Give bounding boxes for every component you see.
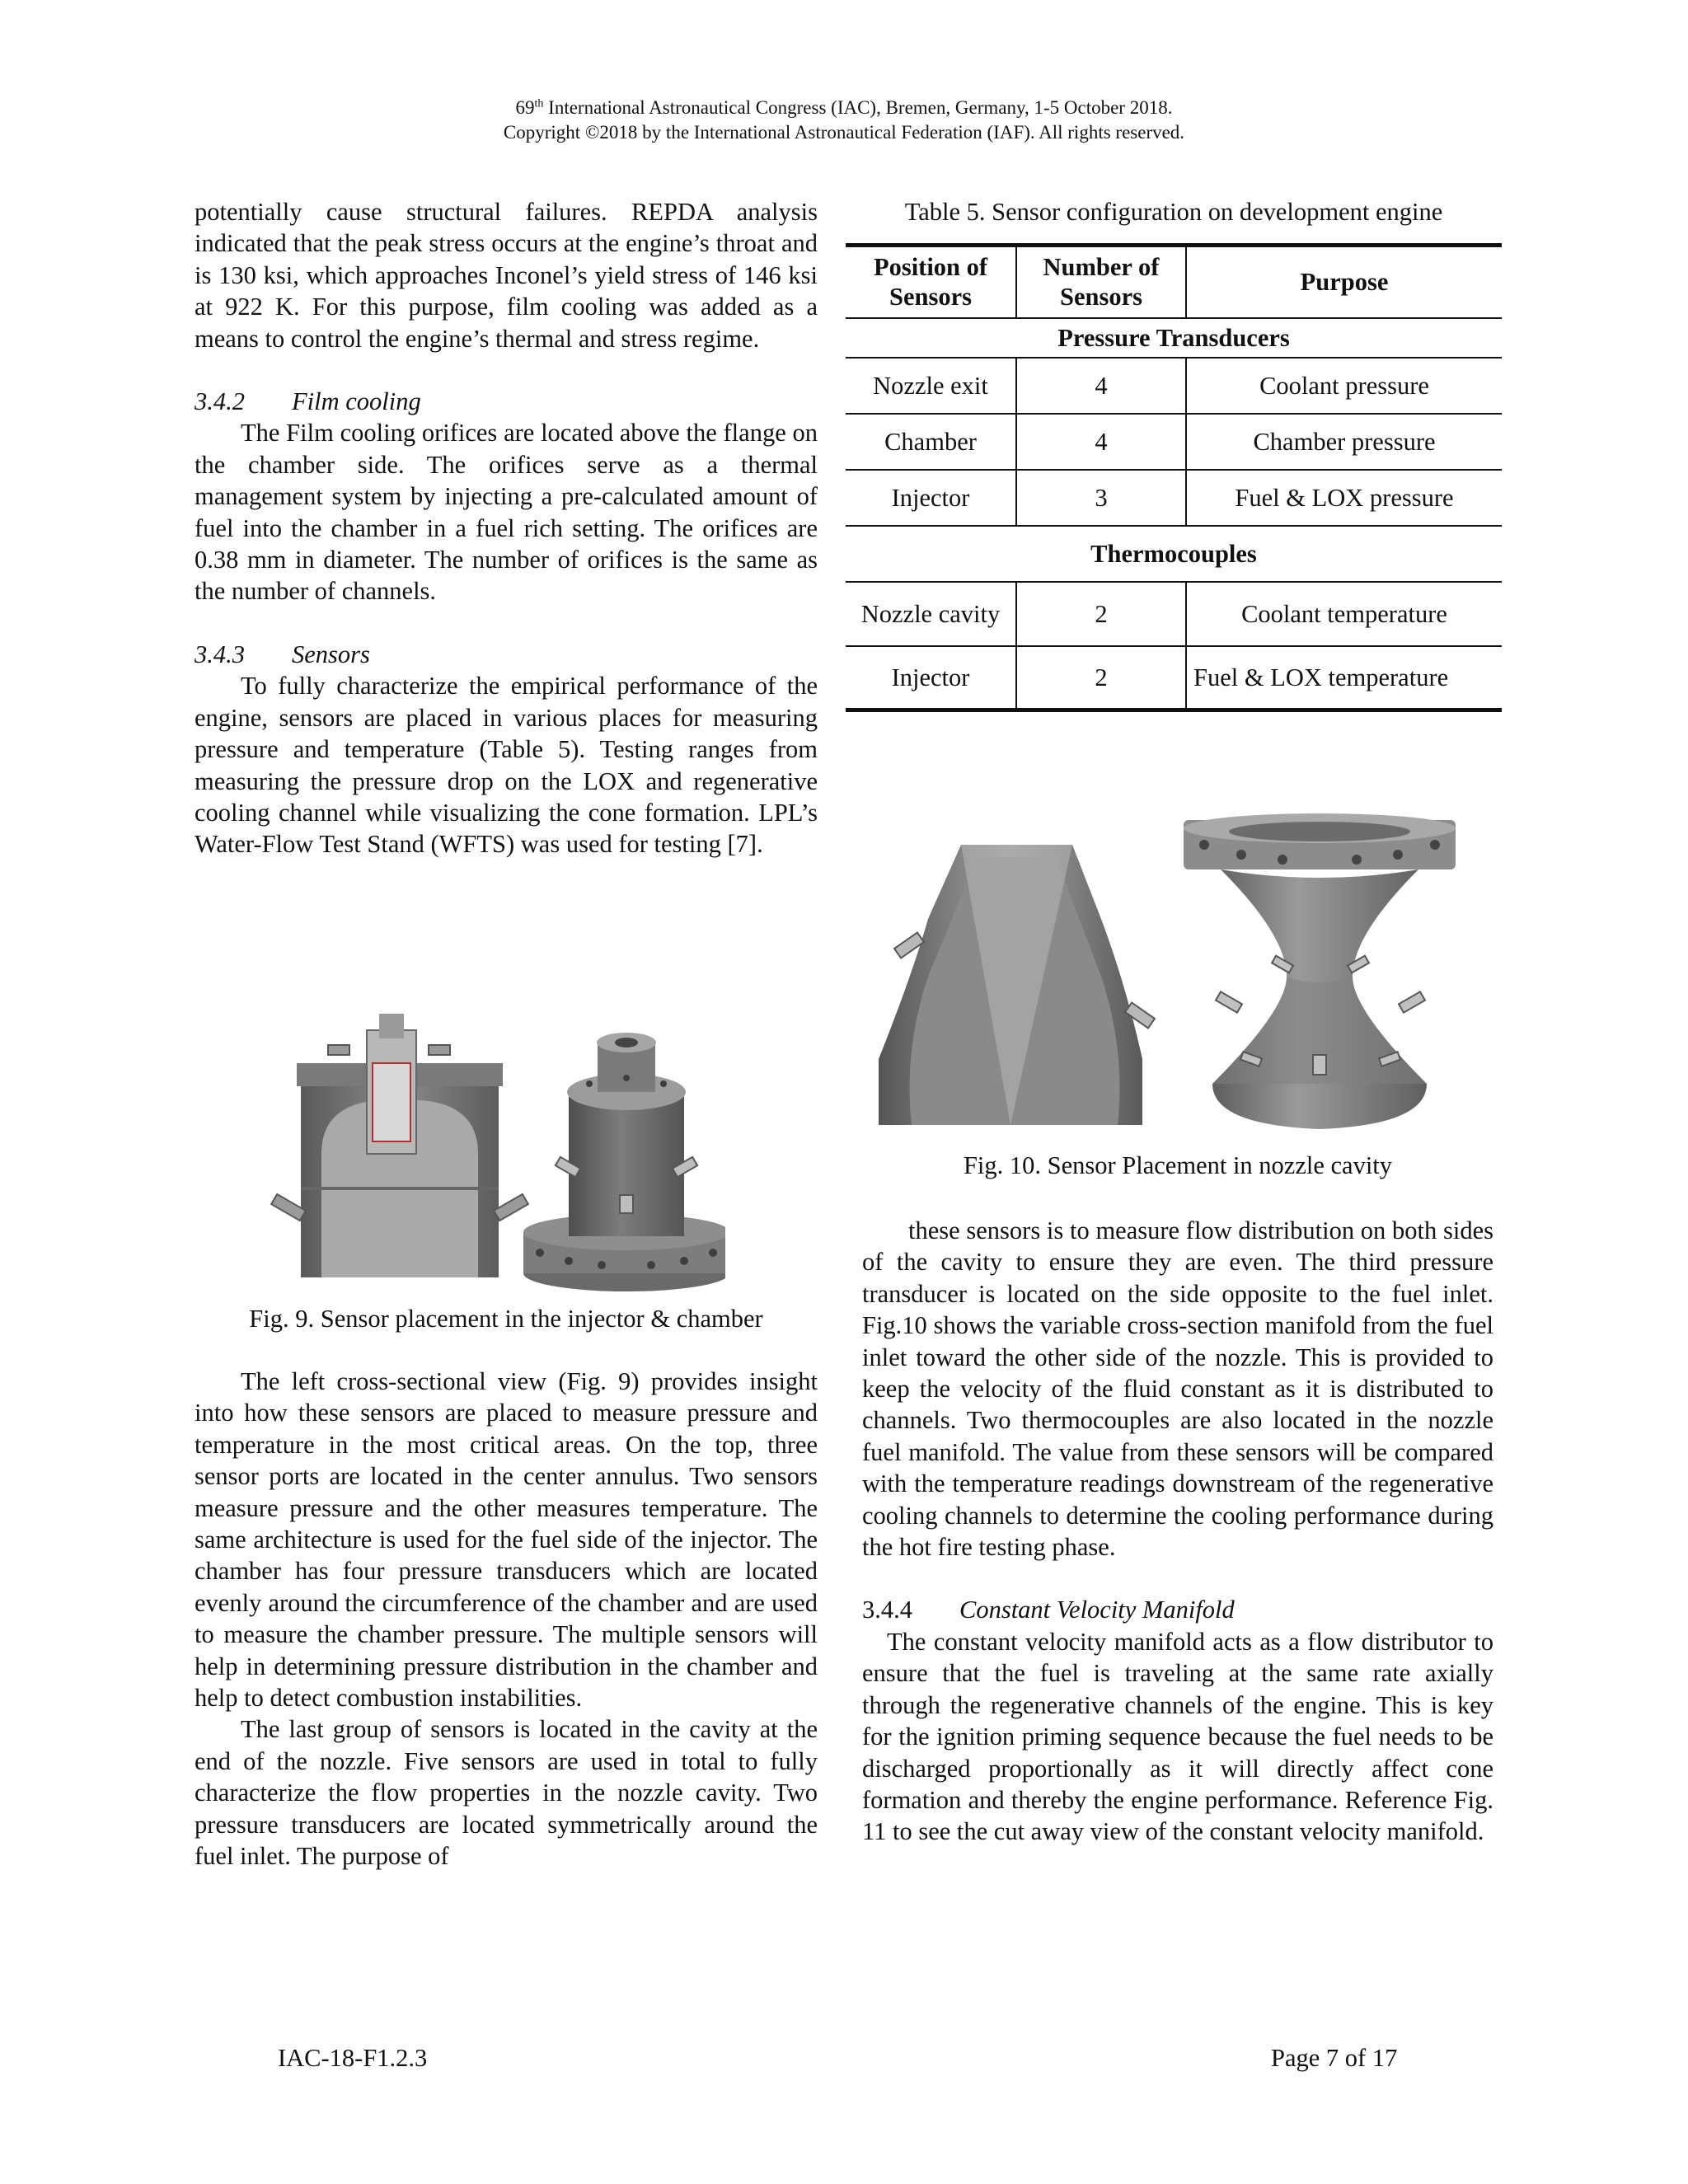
cell-number: 4 (1016, 414, 1186, 470)
table-row (846, 414, 1502, 470)
cell-position: Injector (846, 470, 1016, 526)
table-5-caption: Table 5. Sensor configuration on development engine (904, 198, 1443, 226)
section-pressure-transducers: Pressure Transducers (846, 318, 1502, 358)
header-purpose: Purpose (1186, 246, 1502, 318)
page-header (0, 96, 1688, 145)
cell-number: 2 (1016, 646, 1186, 710)
section-thermocouples: Thermocouples (846, 526, 1502, 582)
paragraph-cross-section: The left cross-sectional view (Fig. 9) provides insight into how these sensors are placed to measure pressure and temperature in the most critical areas. On the top, three sensor ports are located in the center annulus. Two sensors measure pressure and the other measures temperature. The same architecture is used for the fuel side of the injector. The chamber has four pressure transducers which are located evenly around the circumference of the chamber and are used to measure the chamber pressure. The multiple sensors will help in determining pressure distribution in the chamber and help to detect combustion instabilities. (195, 1367, 818, 1713)
paragraph-film-cooling: The Film cooling orifices are located above the flange on the chamber side. The orifices serve as a thermal management system by injecting a pre-calculated amount of fuel into the chamber in a fuel rich setting. The orifices are 0.38 mm in diameter. The number of orifices is the same as the number of channels. (195, 419, 818, 606)
table-row (846, 470, 1502, 526)
section-heading-3-4-2: 3.4.2 Film cooling (195, 387, 421, 416)
cell-purpose: Fuel & LOX temperature (1193, 663, 1449, 691)
paper-id: IAC-18-F1.2.3 (278, 2044, 428, 2072)
sensor-configuration-table (846, 243, 1502, 712)
copyright-line: Copyright ©2018 by the International Astronautical Federation (IAF). All rights reserved. (503, 122, 1185, 143)
cell-purpose: Chamber pressure (1186, 414, 1502, 470)
left-column (195, 196, 818, 860)
left-column-lower (195, 1366, 818, 1872)
table-row (846, 646, 1502, 710)
cell-number: 4 (1016, 358, 1186, 414)
cell-number: 3 (1016, 470, 1186, 526)
figure-9-caption: Fig. 9. Sensor placement in the injector & chamber (249, 1305, 763, 1333)
paragraph-manifold: The constant velocity manifold acts as a flow distributor to ensure that the fuel is traveling at the same rate axially through the regenerative channels of the engine. This is key for the ignition priming sequence because the fuel needs to be discharged proportionally as it will directly affect cone formation and thereby the engine performance. Reference Fig. 11 to see the cut away view of the constant velocity manifold. (862, 1627, 1493, 1846)
header-position: Position of Sensors (846, 246, 1016, 318)
paragraph-continuation: these sensors is to measure flow distribution on both sides of the cavity to ensure they are even. The third pressure transducer is located on the side opposite to the fuel inlet. Fig.10 shows the variable cross-section manifold from the fuel inlet toward the other side of the nozzle. This is provided to keep the velocity of the fluid constant as it is distributed to channels. Two thermocouples are also located in the nozzle fuel manifold. The value from these sensors will be compared with the temperature readings downstream of the regenerative cooling channels to determine the cooling performance during the hot fire testing phase. (862, 1216, 1493, 1562)
figure-10-nozzle-cavity (879, 812, 1480, 1133)
cell-purpose: Fuel & LOX pressure (1186, 470, 1502, 526)
page-number: Page 7 of 17 (1271, 2044, 1398, 2072)
cell-position: Nozzle exit (846, 358, 1016, 414)
cell-position: Chamber (846, 414, 1016, 470)
section-heading-3-4-4: 3.4.4 Constant Velocity Manifold (862, 1596, 1235, 1624)
figure-10-caption: Fig. 10. Sensor Placement in nozzle cavity (963, 1151, 1393, 1179)
figure-9-injector-chamber (264, 1014, 725, 1294)
right-column-lower (862, 1215, 1493, 1848)
paragraph-intro: potentially cause structural failures. REPDA analysis indicated that the peak stress occurs at the engine’s throat and is 130 ksi, which approaches Inconel’s yield stress of 146 ksi at 922 K. For this purpose, film cooling was added as a means to control the engine’s thermal and stress regime. (195, 198, 818, 353)
header-number: Number of Sensors (1016, 246, 1186, 318)
table-row (846, 358, 1502, 414)
table-row (846, 582, 1502, 646)
cell-position: Nozzle cavity (846, 582, 1016, 646)
paragraph-sensors: To fully characterize the empirical performance of the engine, sensors are placed in various places for measuring pressure and temperature (Table 5). Testing ranges from measuring the pressure drop on the LOX and regenerative cooling channel while visualizing the cone formation. LPL’s Water-Flow Test Stand (WFTS) was used for testing [7]. (195, 672, 818, 859)
cell-number: 2 (1016, 582, 1186, 646)
cell-purpose: Coolant pressure (1186, 358, 1502, 414)
cell-position: Injector (846, 646, 1016, 710)
cell-purpose: Coolant temperature (1186, 582, 1502, 646)
section-heading-3-4-3: 3.4.3 Sensors (195, 640, 370, 668)
conference-line: 69th International Astronautical Congress (IAC), Bremen, Germany, 1-5 October 2018. (515, 97, 1173, 118)
paragraph-last-group: The last group of sensors is located in the cavity at the end of the nozzle. Five sensors are used in total to fully characterize the flow properties in the nozzle cavity. Two pressure transducers are located symmetrically around the fuel inlet. The purpose of (195, 1715, 818, 1871)
